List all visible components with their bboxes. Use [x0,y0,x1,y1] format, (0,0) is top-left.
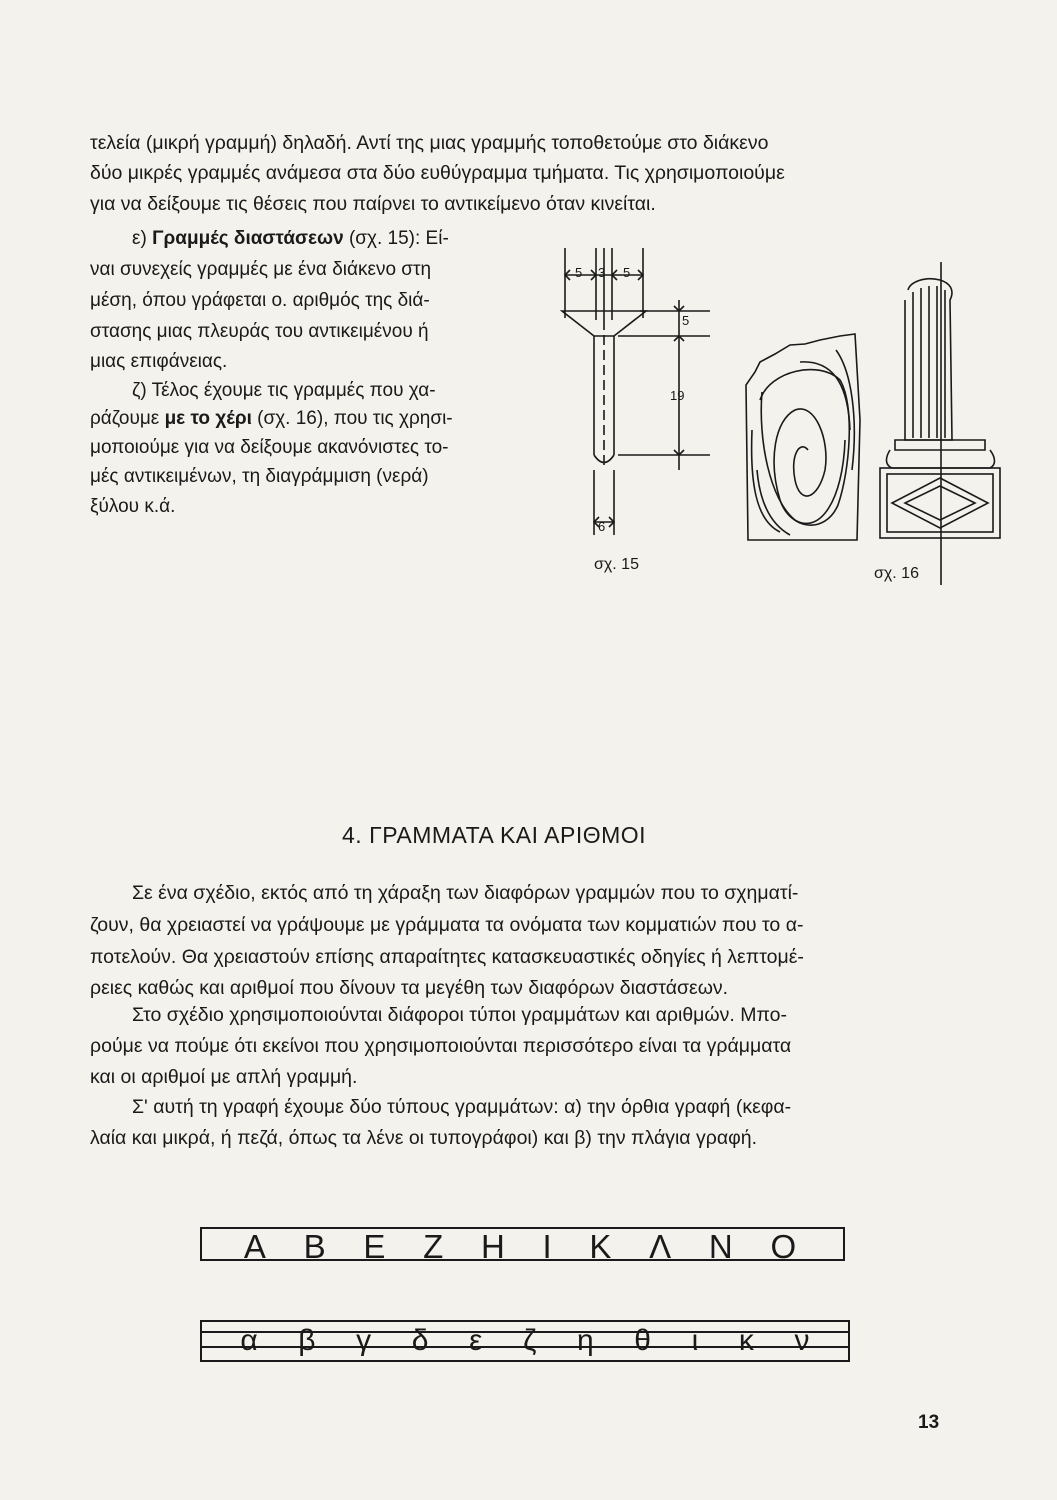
figure-15-wood-block [746,334,860,540]
lowercase-letter: β [298,1324,316,1357]
section-4-para1-line: Σε ένα σχέδιο, εκτός από τη χάραξη των διαφόρων γραμμών που το σχηματί- [132,882,799,904]
figure-16-caption: σχ. 16 [874,565,919,582]
lowercase-letter: κ [738,1324,754,1357]
lowercase-letter: α [240,1324,258,1357]
section-e-title: Γραμμές διαστάσεων [152,228,344,249]
section-e-line: στασης μιας πλευράς του αντικειμένου ή [90,321,429,342]
section-4-para1-line: ζουν, θα χρειαστεί να γράψουμε με γράμματα τα ονόματα των κομματιών που το α- [90,914,804,936]
section-4-para1-line: ρειες καθώς και αριθμοί που δίνουν τα μεγέθη των διαφόρων διαστάσεων. [90,977,729,999]
dim-head-mid: 3 [598,265,606,280]
figure-15-screw [562,248,710,535]
uppercase-letter: Ε [363,1228,386,1265]
lowercase-letter: η [576,1324,594,1357]
lowercase-letter: ν [794,1324,810,1357]
uppercase-letter: Ζ [423,1228,444,1265]
figure-16-column [880,262,1000,585]
uppercase-letter: Ν [708,1228,733,1265]
dim-shank: 6 [598,519,606,534]
section-4-para1-line: ποτελούν. Θα χρειαστούν επίσης απαραίτητες κατασκευαστικές οδηγίες ή λεπτομέ- [90,946,804,968]
section-4-para3-line: Σ' αυτή τη γραφή έχουμε δύο τύπους γραμμάτων: α) την όρθια γραφή (κεφα- [132,1096,792,1118]
section-e-line: μέση, όπου γράφεται ο. αριθμός της διά- [90,290,430,311]
section-e-label: ε) [132,228,147,249]
uppercase-letter: Η [480,1228,505,1265]
figures-15-16 [0,0,1057,620]
intro-line-3: για να δείξουμε τις θέσεις που παίρνει το αντικείμενο όταν κινείται. [90,193,656,215]
page-number: 13 [918,1412,940,1433]
dim-head-left: 5 [575,265,583,280]
uppercase-letter: Α [243,1228,266,1265]
section-z-line: μές αντικειμένων, τη διαγράμμιση (νερά) [90,466,429,487]
section-z-line: μοποιούμε για να δείξουμε ακανόνιστες το- [90,437,449,458]
section-4-para2-line: και οι αριθμοί με απλή γραμμή. [90,1066,358,1088]
lowercase-letter: ι [691,1324,699,1357]
dim-length: 19 [670,388,685,403]
section-4-para3-line: λαία και μικρά, ή πεζά, όπως τα λένε οι τυπογράφοι) και β) την πλάγια γραφή. [90,1127,758,1149]
section-4-para2-line: Στο σχέδιο χρησιμοποιούνται διάφοροι τύποι γραμμάτων και αριθμών. Μπο- [132,1004,787,1026]
section-z-first-line: ζ) Τέλος έχουμε τις γραμμές που χα- [132,380,436,401]
uppercase-letter: Λ [649,1228,672,1265]
section-4-heading: 4. ΓΡΑΜΜΑΤΑ ΚΑΙ ΑΡΙΘΜΟΙ [342,822,647,848]
uppercase-letter: Β [303,1228,326,1265]
lowercase-letters-row [200,1318,850,1368]
intro-line-1: τελεία (μικρή γραμμή) δηλαδή. Αντί της μιας γραμμής τοποθετούμε στο διάκενο [90,132,769,154]
figure-15-caption: σχ. 15 [594,556,639,573]
section-e-ref: (σχ. 15): Εί- [348,228,449,249]
lowercase-letter: ζ [523,1324,537,1357]
lowercase-letter: ε [469,1324,483,1357]
uppercase-letters-row [200,1227,845,1267]
dim-head-height: 5 [682,313,690,328]
section-z-bold: με το χέρι [164,408,252,429]
lowercase-letter: δ [411,1324,429,1357]
intro-line-2: δύο μικρές γραμμές ανάμεσα στα δύο ευθύγραμμα τμήματα. Τις χρησιμοποιούμε [90,162,785,184]
section-z-suffix: (σχ. 16), που τις χρησι- [257,408,453,429]
lowercase-letter: θ [634,1324,651,1357]
section-e-line: ναι συνεχείς γραμμές με ένα διάκενο στη [90,259,432,280]
uppercase-letter: Κ [589,1228,612,1265]
section-z-line: ξύλου κ.ά. [90,496,176,517]
lowercase-letter: γ [356,1324,372,1357]
uppercase-letter: Ο [770,1228,797,1265]
uppercase-letter: Ι [542,1228,552,1265]
section-z-prefix: ράζουμε [90,408,160,429]
dim-head-right: 5 [623,265,631,280]
section-4-para2-line: ρούμε να πούμε ότι εκείνοι που χρησιμοποιούνται περισσότερο είναι τα γράμματα [90,1035,792,1057]
section-e-line: μιας επιφάνειας. [90,351,228,372]
